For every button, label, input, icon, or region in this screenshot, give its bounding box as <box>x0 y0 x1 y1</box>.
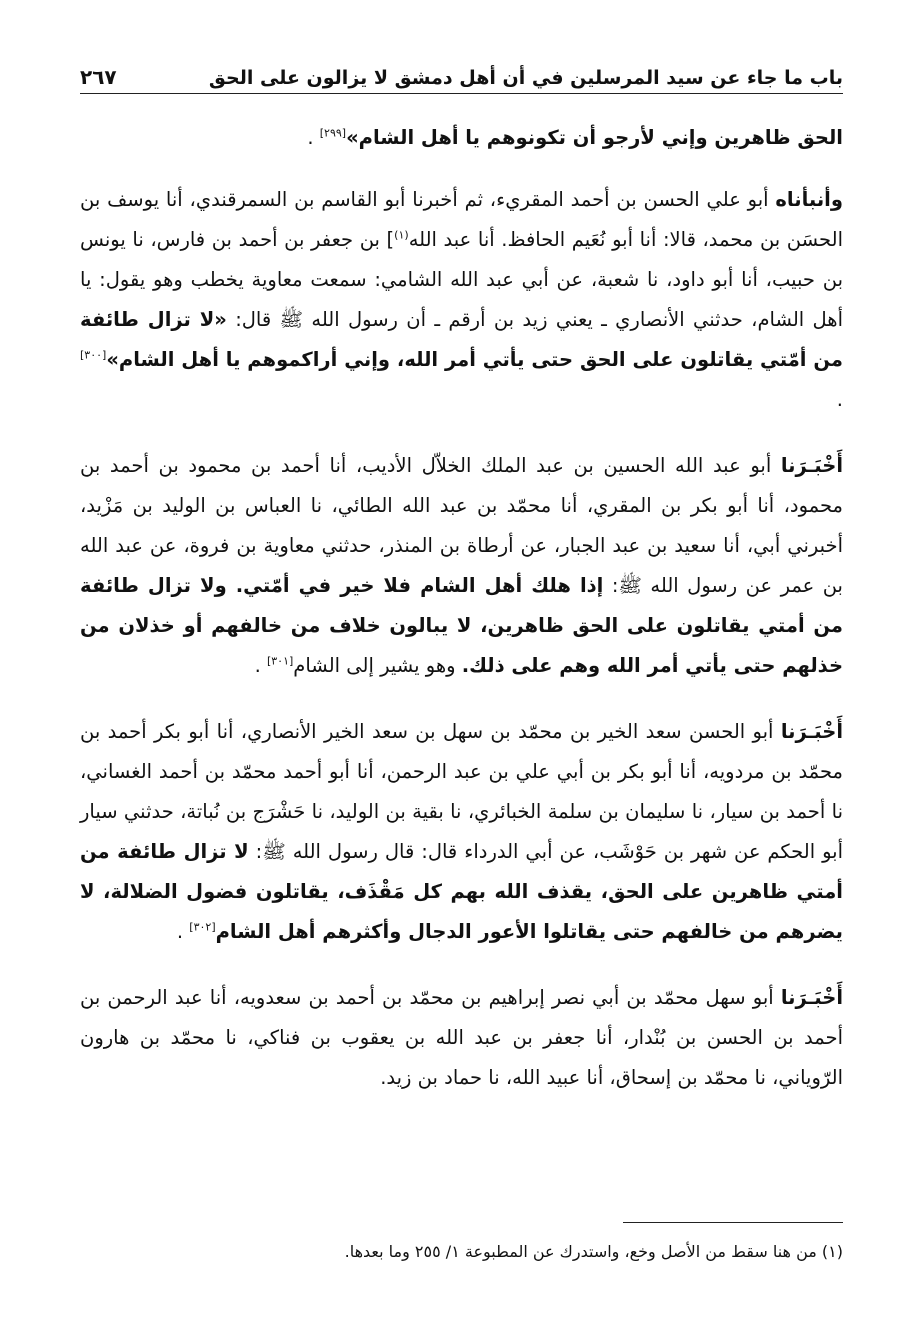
footnote-marker: (١) <box>394 228 409 242</box>
hadith-text: لا تزال طائفة من أمتي ظاهرين على الحق، يقذف الله بهم كل مَقْذَف، يقاتلون فضول الضلالة، لا يضرهم من خالفهم حتى يقاتلوا الأعور الدجال وأكثرهم أهل الشام <box>80 840 843 943</box>
running-header <box>80 54 843 94</box>
paragraph-lead: أَخْبَـرَنا <box>780 454 843 477</box>
hadith-text: الحق ظاهرين وإني لأرجو أن تكونوهم يا أهل الشام» <box>346 126 843 149</box>
hadith-text: إذا هلك أهل الشام فلا خير في أمّتي. ولا تزال طائفة من أمتي يقاتلون على الحق ظاهرين، لا يبالون خلاف من خالفهم أو خذلان من خذلهم حتى يأتي أمر الله وهم على ذلك. <box>80 574 843 677</box>
reference-marker: [٣٠٠] <box>80 348 107 362</box>
chapter-title: باب ما جاء عن سيد المرسلين في أن أهل دمشق لا يزالون على الحق <box>208 67 843 89</box>
body-text <box>80 118 843 1124</box>
paragraph-end: . <box>836 388 843 411</box>
isnad-text: أبو الحسن سعد الخير بن محمّد بن سهل بن سعد الخير الأنصاري، أنا أبو بكر أحمد بن محمّد بن مردويه، أنا أبو بكر بن أبي علي بن عبد الرحمن، أنا أبو أحمد محمّد بن أحمد الغساني، نا أحمد بن سيار، نا سليمان بن سلمة الخبائري، نا بقية بن الوليد، نا حَشْرَج بن نُباتة، حدثني سيار أبو الحكم عن شهر بن حَوْشَب، عن أبي الدرداء قال: قال رسول الله ﷺ: <box>80 720 843 863</box>
page-number: ٢٦٧ <box>80 65 117 89</box>
paragraph-end: . <box>307 126 320 149</box>
footnote-separator <box>623 1222 843 1223</box>
footnote <box>80 1240 843 1264</box>
isnad-text: أبو علي الحسن بن أحمد المقريء، ثم أخبرنا أبو القاسم بن السمرقندي، أنا يوسف بن الحسَن بن محمد، قالا: أنا أبو نُعَيم الحافظ. أنا عبد الله <box>80 188 843 251</box>
paragraph-lead: أَخْبَـرَنا <box>780 986 843 1009</box>
paragraph-end: . <box>254 654 267 677</box>
paragraph <box>80 978 843 1098</box>
paragraph-lead: وأنبأناه <box>775 188 843 211</box>
footnote-text: من هنا سقط من الأصل وخع، واستدرك عن المطبوعة ١/ ٢٥٥ وما بعدها. <box>344 1242 822 1261</box>
reference-marker: [٣٠٢] <box>189 920 216 934</box>
paragraph <box>80 712 843 952</box>
paragraph <box>80 446 843 686</box>
footnote-number: (١) <box>821 1242 843 1261</box>
paragraph-lead: أَخْبَـرَنا <box>780 720 843 743</box>
reference-marker: [٢٩٩] <box>319 126 347 140</box>
isnad-text: ] بن جعفر بن أحمد بن فارس، نا يونس بن حبيب، أنا أبو داود، نا شعبة، عن أبي عبد الله الشامي: سمعت معاوية يخطب وهو يقول: يا أهل الشام، حدثني الأنصاري ـ يعني زيد بن أرقم ـ أن رسول الله ﷺ قال: <box>80 228 843 331</box>
paragraph-continuation <box>80 118 843 158</box>
commentary-text: وهو يشير إلى الشام <box>293 654 462 677</box>
isnad-text: أبو سهل محمّد بن أبي نصر إبراهيم بن محمّد بن أحمد بن سعدويه، أنا عبد الرحمن بن أحمد بن الحسن بن بُنْدار، أنا جعفر بن عبد الله بن يعقوب بن فناكي، نا محمّد بن هارون الرّوياني، نا محمّد بن إسحاق، أنا عبيد الله، نا حماد بن زيد. <box>80 986 843 1089</box>
hadith-text: «لا تزال طائفة من أمّتي يقاتلون على الحق حتى يأتي أمر الله، وإني أراكموهم يا أهل الشام» <box>80 308 843 371</box>
paragraph <box>80 180 843 420</box>
isnad-text: أبو عبد الله الحسين بن عبد الملك الخلاّل الأديب، أنا أحمد بن محمود بن أحمد بن محمود، أنا أبو بكر بن المقري، أنا محمّد بن عبد الله الطائي، نا العباس بن الوليد بن مَزْيد، أخبرني أبي، أنا سعيد بن عبد الجبار، عن أرطاة بن المنذر، حدثني معاوية بن فروة، عن عبد الله بن عمر عن رسول الله ﷺ: <box>80 454 843 597</box>
paragraph-end: . <box>176 920 190 943</box>
reference-marker: [٣٠١] <box>266 654 294 668</box>
